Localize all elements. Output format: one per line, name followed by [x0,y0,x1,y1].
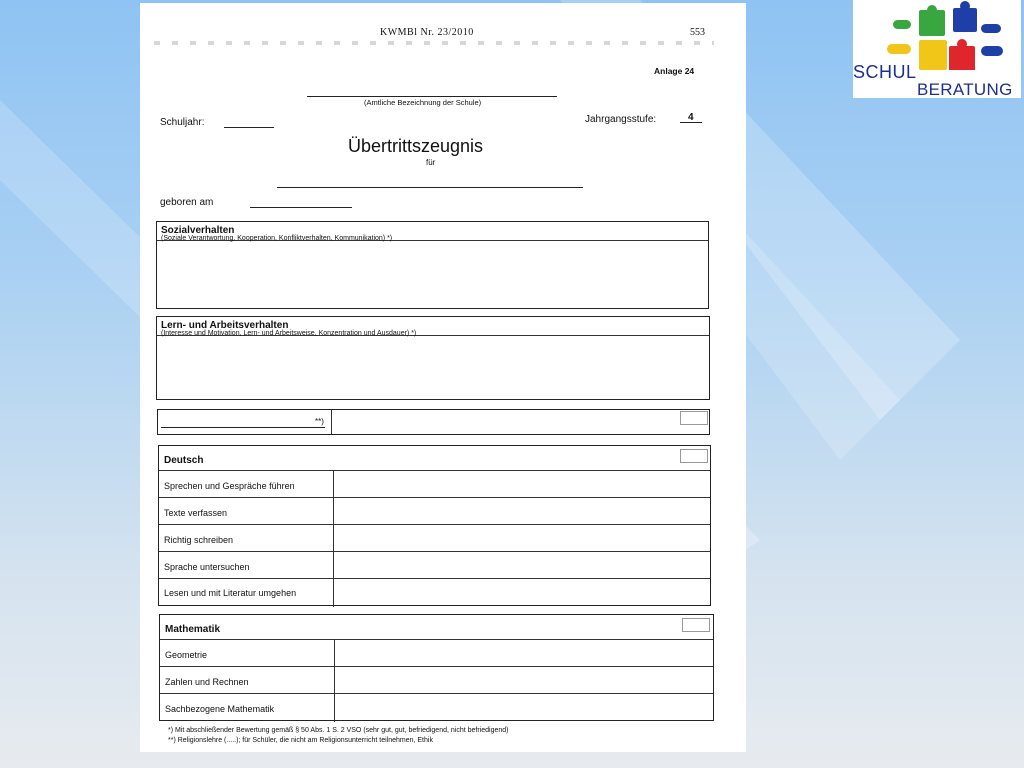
footnote-grading: *) Mit abschließender Bewertung gemäß § 50 Abs. 1 S. 2 VSO (sehr gut, gut, befriedigend, nicht befriedigend) [168,727,509,734]
scan-noise [154,41,714,45]
german-row-spelling: Richtig schreiben [164,535,234,545]
school-name-line [307,96,557,97]
student-name-line [277,187,583,188]
for-label: für [426,158,436,167]
appendix-label: Anlage 24 [654,66,695,76]
school-name-caption: (Amtliche Bezeichnung der Schule) [364,98,482,107]
math-row-applied-math: Sachbezogene Mathematik [165,704,275,714]
religion-footnote-marker: **) [315,417,324,426]
report-card-document [140,3,746,752]
work-behavior-title: Lern- und Arbeitsverhalten [161,320,289,331]
math-row-numbers: Zahlen und Rechnen [165,677,249,687]
math-row-geometry: Geometrie [165,650,208,660]
social-behavior-title: Sozialverhalten [161,225,235,236]
religion-box [157,409,710,435]
math-section [159,614,714,721]
birthdate-line [250,207,352,208]
journal-reference: KWMBl Nr. 23/2010 [380,27,474,38]
social-behavior-box [156,221,709,309]
religion-grade-box [680,411,708,425]
document-title: Übertrittszeugnis [348,136,484,156]
german-row-speaking: Sprechen und Gespräche führen [164,481,295,491]
german-section [158,445,711,606]
grade-level-label: Jahrgangsstufe: [585,114,657,125]
math-grade-box [682,618,710,632]
work-behavior-box [156,316,710,400]
grade-level-line [680,122,702,123]
german-grade-box [680,449,708,463]
schulberatung-logo [853,0,1021,98]
social-behavior-subtitle: (Soziale Verantwortung, Kooperation, Konfliktverhalten, Kommunikation) *) [161,235,393,242]
work-behavior-subtitle: (Interesse und Motivation, Lern- und Arbeitsweise, Konzentration und Ausdauer) *) [161,330,417,337]
born-label: geboren am [160,197,214,208]
footnote-religion: **) Religionslehre (.....); für Schüler, die nicht am Religionsunterricht teilnehmen, Ethik [168,737,433,744]
logo-text-schul: SCHUL [853,62,917,82]
german-row-language: Sprache untersuchen [164,562,250,572]
german-row-reading: Lesen und mit Literatur umgehen [164,588,297,598]
german-row-writing-texts: Texte verfassen [164,508,228,518]
grade-level-value: 4 [688,112,694,123]
school-year-line [224,127,274,128]
puzzle-icon [853,0,1021,70]
page-number: 553 [690,27,705,38]
logo-text-beratung: BERATUNG [917,80,1013,99]
math-title: Mathematik [165,624,221,635]
german-title: Deutsch [164,455,204,466]
school-year-label: Schuljahr: [160,117,205,128]
